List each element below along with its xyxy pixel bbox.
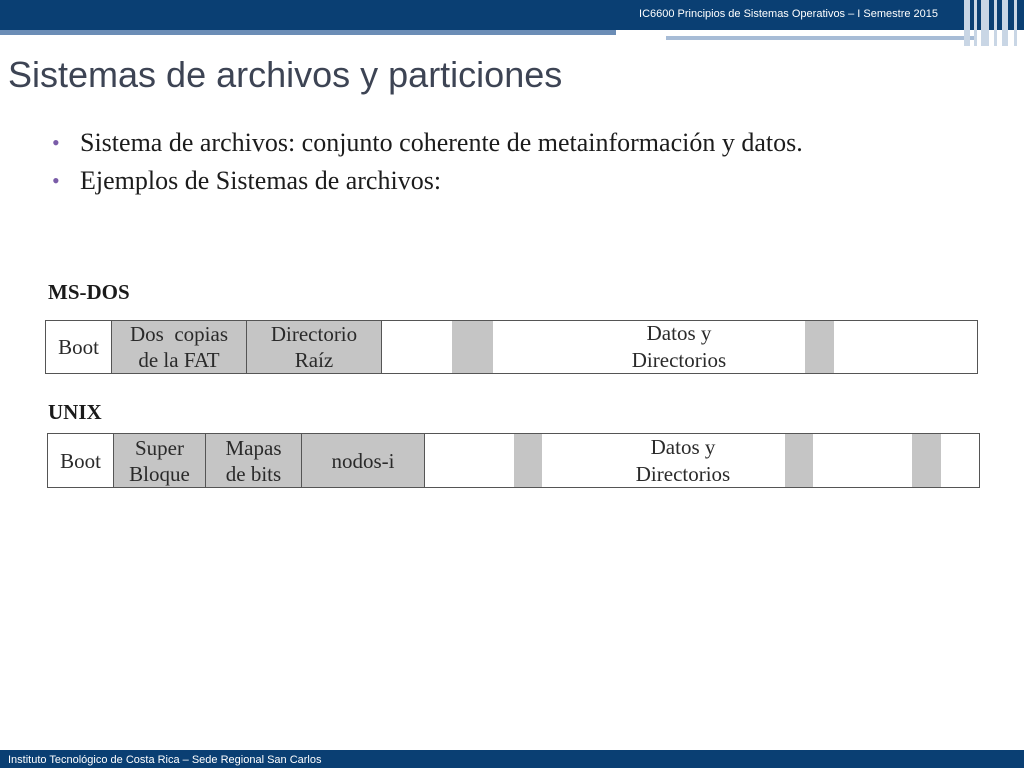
unix-used-block [514, 434, 542, 487]
msdos-used-block [805, 321, 834, 373]
unix-layout-diagram [47, 433, 980, 488]
unix-boot-block [48, 434, 114, 487]
slide-title: Sistemas de archivos y particiones [8, 54, 563, 95]
bullet-text: Sistema de archivos: conjunto coherente de metainformación y datos. [80, 128, 803, 157]
msdos-data-area [574, 321, 784, 373]
course-header-text: IC6600 Principios de Sistemas Operativos – I Semestre 2015 [639, 8, 938, 20]
bullet-text: Ejemplos de Sistemas de archivos: [80, 166, 442, 195]
msdos-data-line2: Directorios [631, 348, 727, 372]
msdos-data-line1: Datos y [646, 321, 712, 345]
msdos-fat-line1: Dos copias [130, 322, 228, 346]
msdos-root-line1: Directorio [270, 322, 358, 346]
msdos-fat-line2: de la FAT [138, 348, 220, 372]
bullet-item [52, 164, 912, 198]
unix-data-area [578, 434, 788, 487]
unix-inodes-block [302, 434, 425, 487]
header-right-line [666, 36, 976, 40]
msdos-layout-diagram [45, 320, 978, 374]
msdos-fat-block [112, 321, 247, 373]
unix-inodes-label: nodos-i [331, 448, 395, 473]
unix-superblock [114, 434, 206, 487]
footer-institution-text: Instituto Tecnológico de Costa Rica – Sede Regional San Carlos [8, 754, 322, 766]
msdos-used-block [452, 321, 493, 373]
unix-data-line2: Directorios [635, 461, 731, 486]
msdos-label: MS-DOS [48, 280, 130, 304]
unix-label: UNIX [48, 400, 102, 424]
decorative-stripes [964, 0, 1024, 46]
bullet-icon: • [52, 130, 60, 155]
header-band [0, 0, 1024, 30]
msdos-root-directory-block [247, 321, 382, 373]
msdos-boot-block [46, 321, 112, 373]
unix-super-line2: Bloque [129, 461, 190, 486]
unix-used-block [912, 434, 941, 487]
unix-bitmap-line1: Mapas [225, 435, 282, 460]
bullet-list [52, 126, 912, 202]
unix-boot-label: Boot [60, 448, 101, 473]
bullet-icon: • [52, 168, 60, 193]
msdos-boot-label: Boot [58, 335, 99, 359]
footer-band [0, 750, 1024, 768]
unix-used-block [785, 434, 813, 487]
header-accent-line [0, 30, 616, 35]
msdos-root-line2: Raíz [294, 348, 334, 372]
bullet-item [52, 126, 912, 160]
unix-bitmap-line2: de bits [225, 461, 282, 486]
unix-bitmap-block [206, 434, 302, 487]
unix-super-line1: Super [135, 435, 184, 460]
unix-data-line1: Datos y [650, 434, 716, 459]
